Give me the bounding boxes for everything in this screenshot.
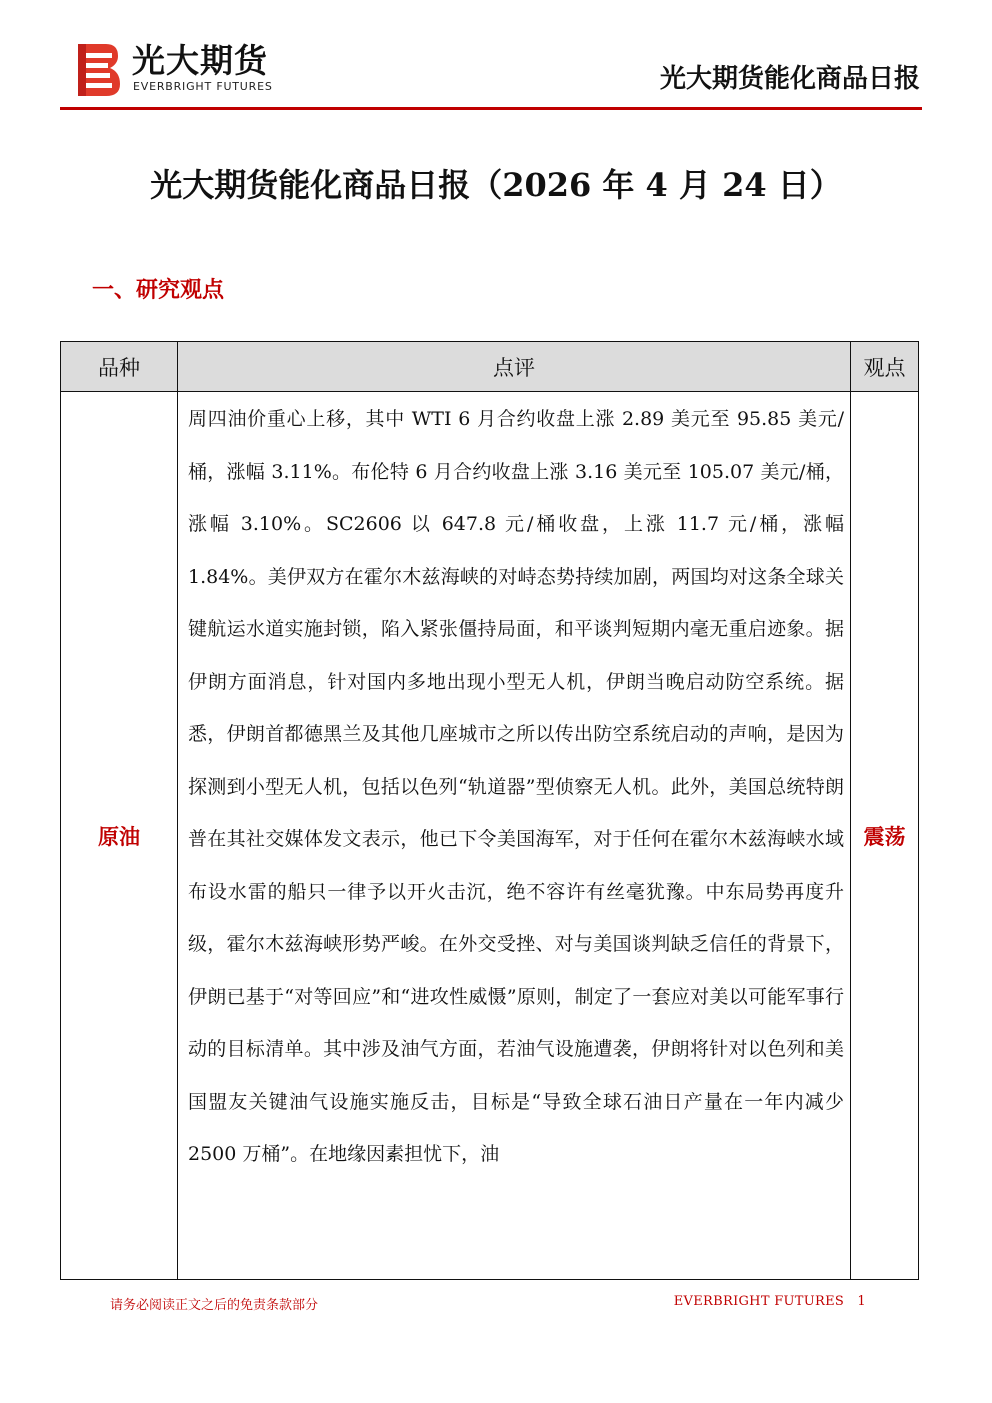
header-divider [60,107,922,110]
column-header-variety: 品种 [61,342,178,392]
column-header-view: 观点 [851,342,919,392]
column-header-comment: 点评 [178,342,851,392]
comment-cell [178,392,851,1280]
research-view-table [60,341,919,1280]
footer-brand-page [674,1294,866,1309]
document-title: 光大期货能化商品日报（2026 年 4 月 24 日） [150,166,842,204]
brand-name-cn: 光大期货 [132,41,268,80]
view-cell: 震荡 [851,392,919,1280]
table-header-row [61,342,919,392]
page-number: 1 [857,1294,866,1309]
brand-name-en: EVERBRIGHT FUTURES [133,80,273,93]
variety-cell: 原油 [61,392,178,1280]
table-row [61,392,919,1280]
footer-brand: EVERBRIGHT FUTURES [673,1294,845,1309]
comment-text: 周四油价重心上移，其中 WTI 6 月合约收盘上涨 2.89 美元至 95.85 美元/桶，涨幅 3.11%。布伦特 6 月合约收盘上涨 3.16 美元至 105.07 美元/桶，涨幅 3.10%。SC2606 以 647.8 元/桶收盘，上涨 11.7 元/桶，涨幅 1.84%。美伊双方在霍尔木兹海峡的对峙态势持续加剧，两国均对这条全球关键航运水道实施封锁，陷入紧张僵持局面，和平谈判短期内毫无重启迹象。据伊朗方面消息，针对国内多地出现小型无人机，伊朗当晚启动防空系统。据悉，伊朗首都德黑兰及其他几座城市之所以传出防空系统启动的声响，是因为探测到小型无人机，包括以色列“轨道器”型侦察无人机。此外，美国总统特朗普在其社交媒体发文表示，他已下令美国海军，对于任何在霍尔木兹海峡水域布设水雷的船只一律予以开火击沉，绝不容许有丝毫犹豫。中东局势再度升级，霍尔木兹海峡形势严峻。在外交受挫、对与美国谈判缺乏信任的背景下，伊朗已基于“对等回应”和“进攻性威慑”原则，制定了一套应对美以可能军事行动的目标清单。其中涉及油气方面，若油气设施遭袭，伊朗将针对以色列和美国盟友关键油气设施实施反击，目标是“导致全球石油日产量在一年内减少 2500 万桶”。在地缘因素担忧下，油 [188,408,844,1165]
everbright-logo-icon [76,42,120,98]
page-header [72,40,920,102]
section-heading: 一、研究观点 [92,277,225,303]
footer-disclaimer: 请务必阅读正文之后的免责条款部分 [110,1298,319,1313]
header-report-title: 光大期货能化商品日报 [659,64,920,94]
